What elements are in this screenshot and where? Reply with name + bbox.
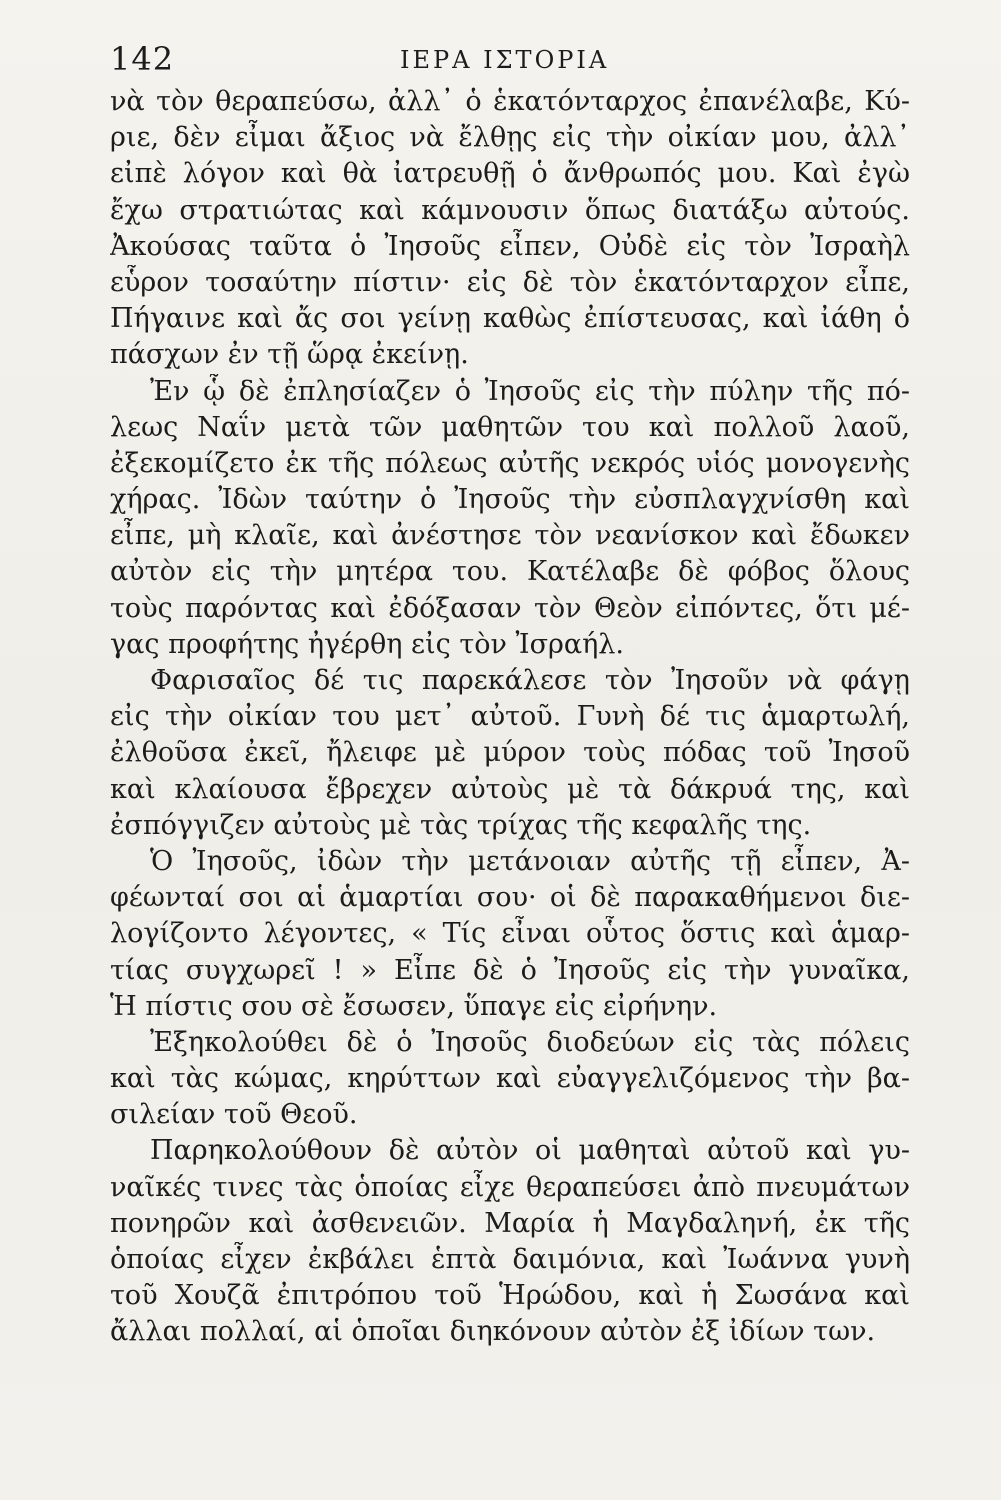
text-line: ἐλθοῦσα ἐκεῖ, ἤλειφε μὲ μύρον τοὺς πόδας τοῦ Ἰησοῦ	[110, 737, 910, 769]
text-line: σιλείαν τοῦ Θεοῦ.	[110, 1099, 358, 1131]
text-line: εὗρον τοσαύτην πίστιν· εἰς δὲ τὸν ἑκατόνταρχον εἶπε,	[110, 266, 910, 298]
text-line: ἐσπόγγιζεν αὐτοὺς μὲ τὰς τρίχας τῆς κεφαλῆς της.	[110, 809, 812, 841]
text-line: νὰ τὸν θεραπεύσω, ἀλλ᾽ ὁ ἑκατόνταρχος ἐπανέλαβε, Κύ-	[110, 86, 910, 117]
text-line: Πήγαινε καὶ ἄς σοι γείνῃ καθὼς ἐπίστευσας, καὶ ἰάθη ὁ	[110, 303, 910, 335]
running-title: ΙΕΡΑ ΙΣΤΟΡΙΑ	[400, 46, 610, 74]
text-line: ὁποίας εἶχεν ἐκβάλει ἑπτὰ δαιμόνια, καὶ Ἰωάννα γυνὴ	[110, 1244, 910, 1275]
text-line: λογίζοντο λέγοντες, « Τίς εἶναι οὗτος ὅστις καὶ ἁμαρ-	[110, 918, 910, 950]
text-line: Ἐξηκολούθει δὲ ὁ Ἰησοῦς διοδεύων εἰς τὰς πόλεις	[150, 1026, 910, 1058]
text-line: γας προφήτης ἠγέρθη εἰς τὸν Ἰσραήλ.	[110, 628, 624, 660]
page-number: 142	[110, 40, 175, 78]
text-line: ἐξεκομίζετο ἐκ τῆς πόλεως αὐτῆς νεκρός υἱός μονογενὴς	[110, 447, 910, 479]
text-line: εἶπε, μὴ κλαῖε, καὶ ἀνέστησε τὸν νεανίσκον καὶ ἔδωκεν	[110, 520, 910, 552]
text-line: εἰπὲ λόγον καὶ θὰ ἰατρευθῇ ὁ ἄνθρωπός μου. Καὶ ἐγὼ	[110, 158, 910, 190]
text-line: Ἐν ᾧ δὲ ἐπλησίαζεν ὁ Ἰησοῦς εἰς τὴν πύλην τῆς πό-	[150, 375, 910, 407]
page-header	[110, 40, 910, 80]
body-text	[110, 84, 910, 1351]
text-line: πονηρῶν καὶ ἀσθενειῶν. Μαρία ἡ Μαγδαληνή, ἐκ τῆς	[110, 1207, 910, 1239]
text-line: ναῖκές τινες τὰς ὁποίας εἶχε θεραπεύσει ἀπὸ πνευμάτων	[110, 1171, 910, 1203]
text-line: Ὁ Ἰησοῦς, ἰδὼν τὴν μετάνοιαν αὐτῆς τῇ εἶπεν, Ἀ-	[150, 845, 910, 877]
text-line: ἄλλαι πολλαί, αἱ ὁποῖαι διηκόνουν αὐτὸν ἐξ ἰδίων των.	[110, 1316, 876, 1348]
text-line: Ἀκούσας ταῦτα ὁ Ἰησοῦς εἶπεν, Οὐδὲ εἰς τὸν Ἰσραὴλ	[110, 230, 910, 262]
text-line: τοὺς παρόντας καὶ ἐδόξασαν τὸν Θεὸν εἰπόντες, ὅτι μέ-	[110, 592, 910, 624]
text-line: ἔχω στρατιώτας καὶ κάμνουσιν ὅπως διατάξω αὐτούς.	[110, 194, 910, 226]
text-line: τοῦ Χουζᾶ ἐπιτρόπου τοῦ Ἡρώδου, καὶ ἡ Σωσάνα καὶ	[110, 1280, 910, 1312]
text-line: φέωνταί σοι αἱ ἁμαρτίαι σου· οἱ δὲ παρακαθήμενοι διε-	[110, 882, 910, 914]
text-line: πάσχων ἐν τῇ ὥρᾳ ἐκείνῃ.	[110, 339, 469, 371]
text-line: Παρηκολούθουν δὲ αὐτὸν οἱ μαθηταὶ αὐτοῦ καὶ γυ-	[150, 1135, 910, 1167]
text-line: καὶ τὰς κώμας, κηρύττων καὶ εὐαγγελιζόμενος τὴν βα-	[110, 1063, 910, 1095]
text-line: ριε, δὲν εἶμαι ἄξιος νὰ ἔλθῃς εἰς τὴν οἰκίαν μου, ἀλλ᾽	[110, 122, 910, 154]
text-line: αὐτὸν εἰς τὴν μητέρα του. Κατέλαβε δὲ φόβος ὅλους	[110, 556, 910, 588]
text-line: τίας συγχωρεῖ ! » Εἶπε δὲ ὁ Ἰησοῦς εἰς τὴν γυναῖκα,	[110, 954, 910, 986]
text-line: καὶ κλαίουσα ἔβρεχεν αὐτοὺς μὲ τὰ δάκρυά της, καὶ	[110, 773, 910, 805]
text-line: λεως Ναΐν μετὰ τῶν μαθητῶν του καὶ πολλοῦ λαοῦ,	[110, 411, 910, 443]
text-line: Ἡ πίστις σου σὲ ἔσωσεν, ὕπαγε εἰς εἰρήνην.	[110, 990, 718, 1022]
text-line: εἰς τὴν οἰκίαν του μετ᾽ αὐτοῦ. Γυνὴ δέ τις ἁμαρτωλή,	[110, 701, 910, 733]
text-line: Φαρισαῖος δέ τις παρεκάλεσε τὸν Ἰησοῦν νὰ φάγῃ	[150, 665, 910, 696]
text-line: χήρας. Ἰδὼν ταύτην ὁ Ἰησοῦς τὴν εὐσπλαγχνίσθη καὶ	[110, 484, 910, 516]
